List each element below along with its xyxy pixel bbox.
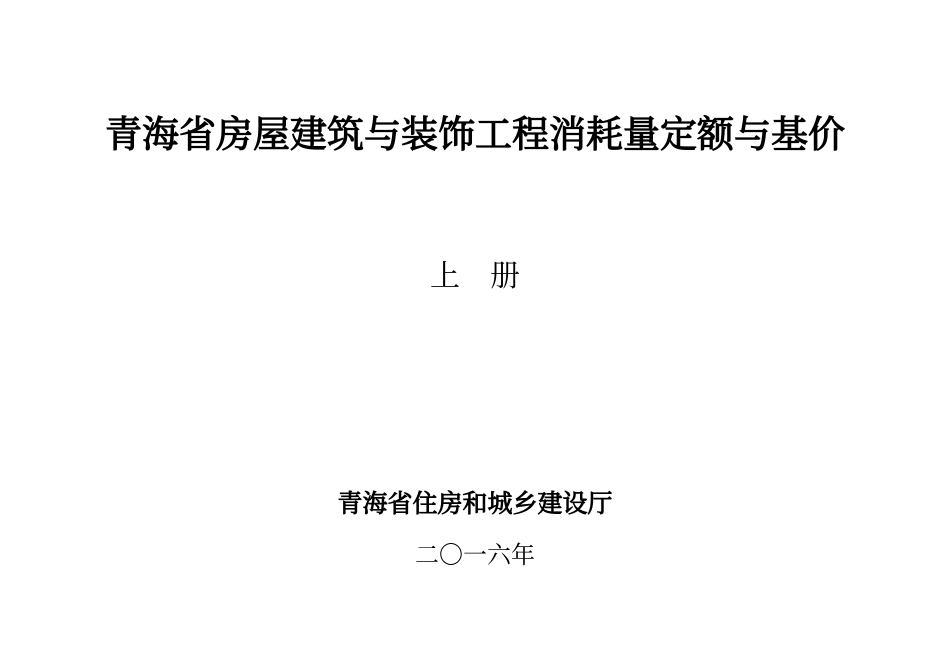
publication-year: 二〇一六年 [415, 543, 535, 569]
document-title: 青海省房屋建筑与装饰工程消耗量定额与基价 [105, 115, 845, 156]
publisher-name: 青海省住房和城乡建设厅 [337, 491, 613, 518]
volume-label: 上 册 [430, 260, 520, 293]
